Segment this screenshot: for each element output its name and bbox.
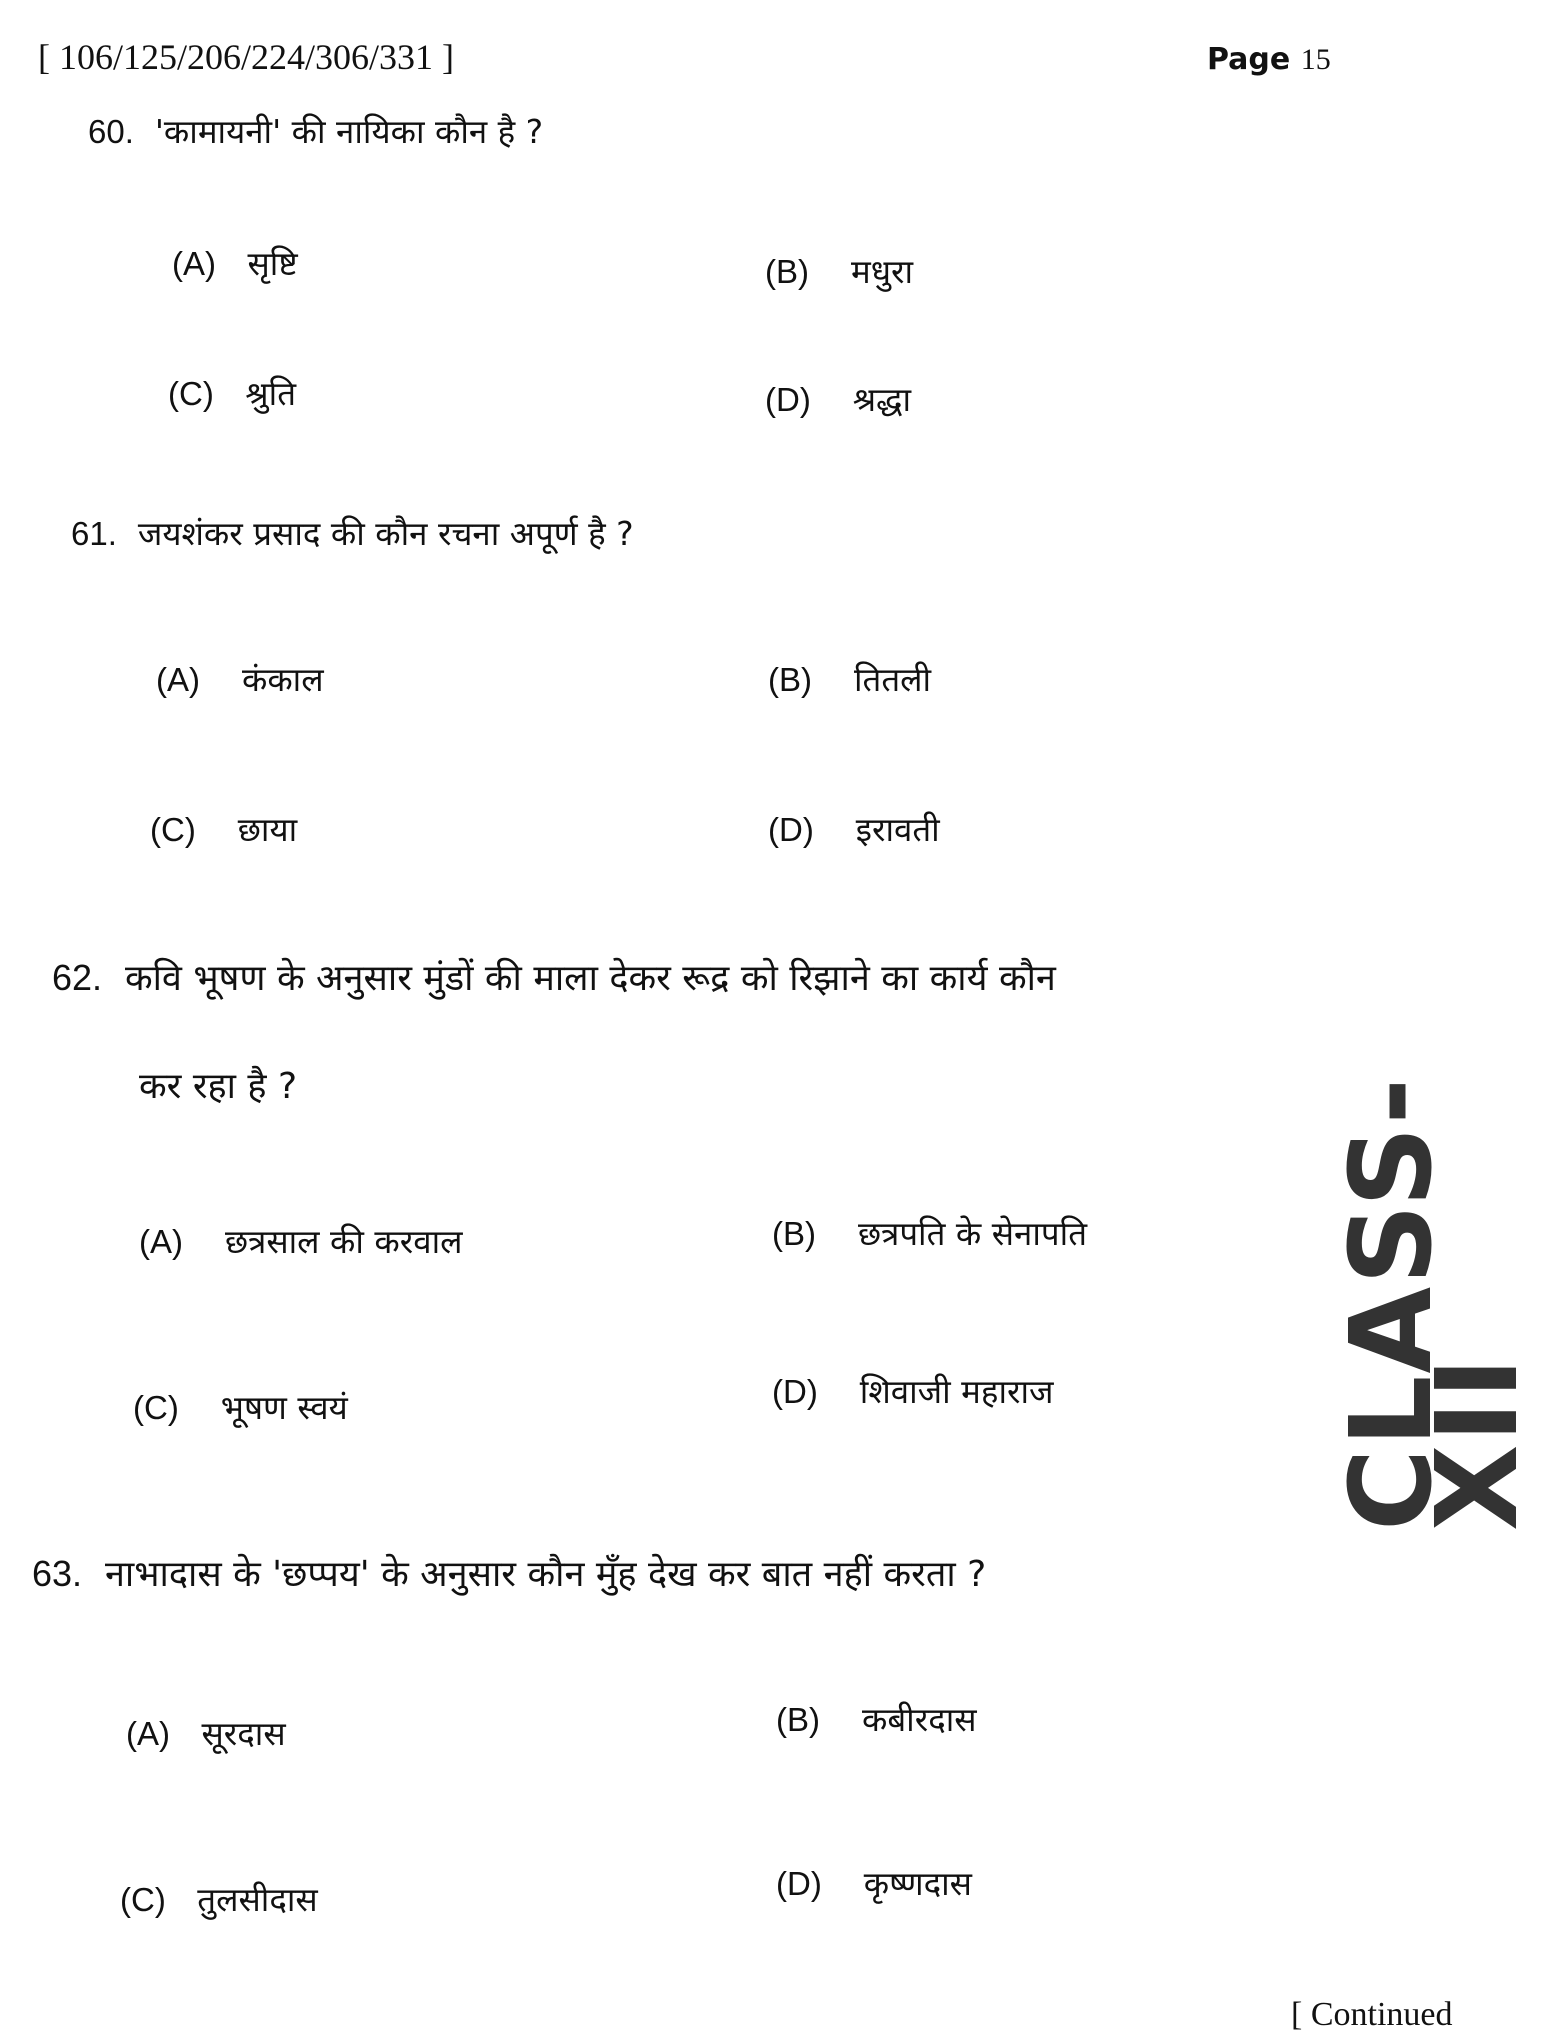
class-xii-watermark: CLASS-XII <box>1327 1075 1543 1531</box>
option-label: (B) <box>768 661 812 698</box>
paper-code: [ 106/125/206/224/306/331 ] <box>38 37 454 77</box>
option-text: सूरदास <box>201 1714 286 1753</box>
option-61-d[interactable] <box>768 806 940 851</box>
option-label: (A) <box>172 245 216 282</box>
option-text: छत्रसाल की करवाल <box>224 1222 463 1261</box>
option-text: श्रद्धा <box>852 380 912 419</box>
question-text: कवि भूषण के अनुसार मुंडों की माला देकर रूद्र को रिझाने का कार्य कौन <box>124 958 1056 999</box>
option-text: छाया <box>237 810 298 849</box>
option-63-c[interactable] <box>120 1876 318 1921</box>
option-61-c[interactable] <box>150 806 297 851</box>
continued-label: [ Continued <box>1291 1996 1453 2033</box>
option-62-d[interactable] <box>772 1368 1054 1413</box>
option-label: (D) <box>765 381 811 418</box>
option-text: इरावती <box>855 810 940 849</box>
option-60-a[interactable] <box>172 240 298 285</box>
option-63-d[interactable] <box>776 1860 972 1905</box>
question-number: 63. <box>32 1553 83 1594</box>
option-label: (D) <box>768 811 814 848</box>
option-text: भूषण स्वयं <box>220 1388 348 1427</box>
question-62-continuation: कर रहा है ? <box>139 1066 298 1107</box>
option-63-a[interactable] <box>126 1710 286 1755</box>
page-number <box>1207 42 1331 77</box>
option-label: (D) <box>776 1865 822 1902</box>
question-number: 61. <box>71 515 117 552</box>
option-61-a[interactable] <box>156 656 324 701</box>
page-number-value: 15 <box>1300 43 1331 76</box>
option-label: (C) <box>150 811 196 848</box>
option-label: (B) <box>776 1701 820 1738</box>
option-61-b[interactable] <box>768 656 931 701</box>
question-61 <box>71 510 634 555</box>
option-62-a[interactable] <box>139 1218 463 1263</box>
option-label: (C) <box>133 1389 179 1426</box>
question-number: 62. <box>52 957 103 998</box>
option-label: (A) <box>139 1223 183 1260</box>
option-label: (A) <box>126 1715 170 1752</box>
option-62-b[interactable] <box>772 1210 1087 1255</box>
question-text: 'कामायनी' की नायिका कौन है ? <box>154 112 544 151</box>
question-62 <box>52 952 1056 1001</box>
option-60-c[interactable] <box>168 370 296 415</box>
option-63-b[interactable] <box>776 1696 977 1741</box>
option-text: शिवाजी महाराज <box>859 1372 1054 1411</box>
option-label: (A) <box>156 661 200 698</box>
option-label: (C) <box>120 1881 166 1918</box>
option-text: कंकाल <box>241 660 324 699</box>
option-text: कबीरदास <box>861 1700 977 1739</box>
question-63 <box>32 1548 986 1597</box>
option-text: तितली <box>853 660 932 699</box>
option-60-b[interactable] <box>765 248 913 293</box>
question-text: जयशंकर प्रसाद की कौन रचना अपूर्ण है ? <box>137 514 634 553</box>
option-text: कृष्णदास <box>863 1864 972 1903</box>
option-label: (D) <box>772 1373 818 1410</box>
option-label: (B) <box>765 253 809 290</box>
option-60-d[interactable] <box>765 376 911 421</box>
option-62-c[interactable] <box>133 1384 348 1429</box>
option-text: छत्रपति के सेनापति <box>857 1214 1088 1253</box>
option-label: (B) <box>772 1215 816 1252</box>
question-60 <box>88 108 543 153</box>
question-number: 60. <box>88 113 134 150</box>
option-label: (C) <box>168 375 214 412</box>
page-label: Page <box>1207 42 1291 77</box>
option-text: सृष्टि <box>247 244 298 283</box>
option-text: श्रुति <box>245 374 297 413</box>
option-text: मधुरा <box>850 252 914 291</box>
option-text: तुलसीदास <box>197 1880 318 1919</box>
question-text: नाभादास के 'छप्पय' के अनुसार कौन मुँह देख कर बात नहीं करता ? <box>104 1554 987 1595</box>
